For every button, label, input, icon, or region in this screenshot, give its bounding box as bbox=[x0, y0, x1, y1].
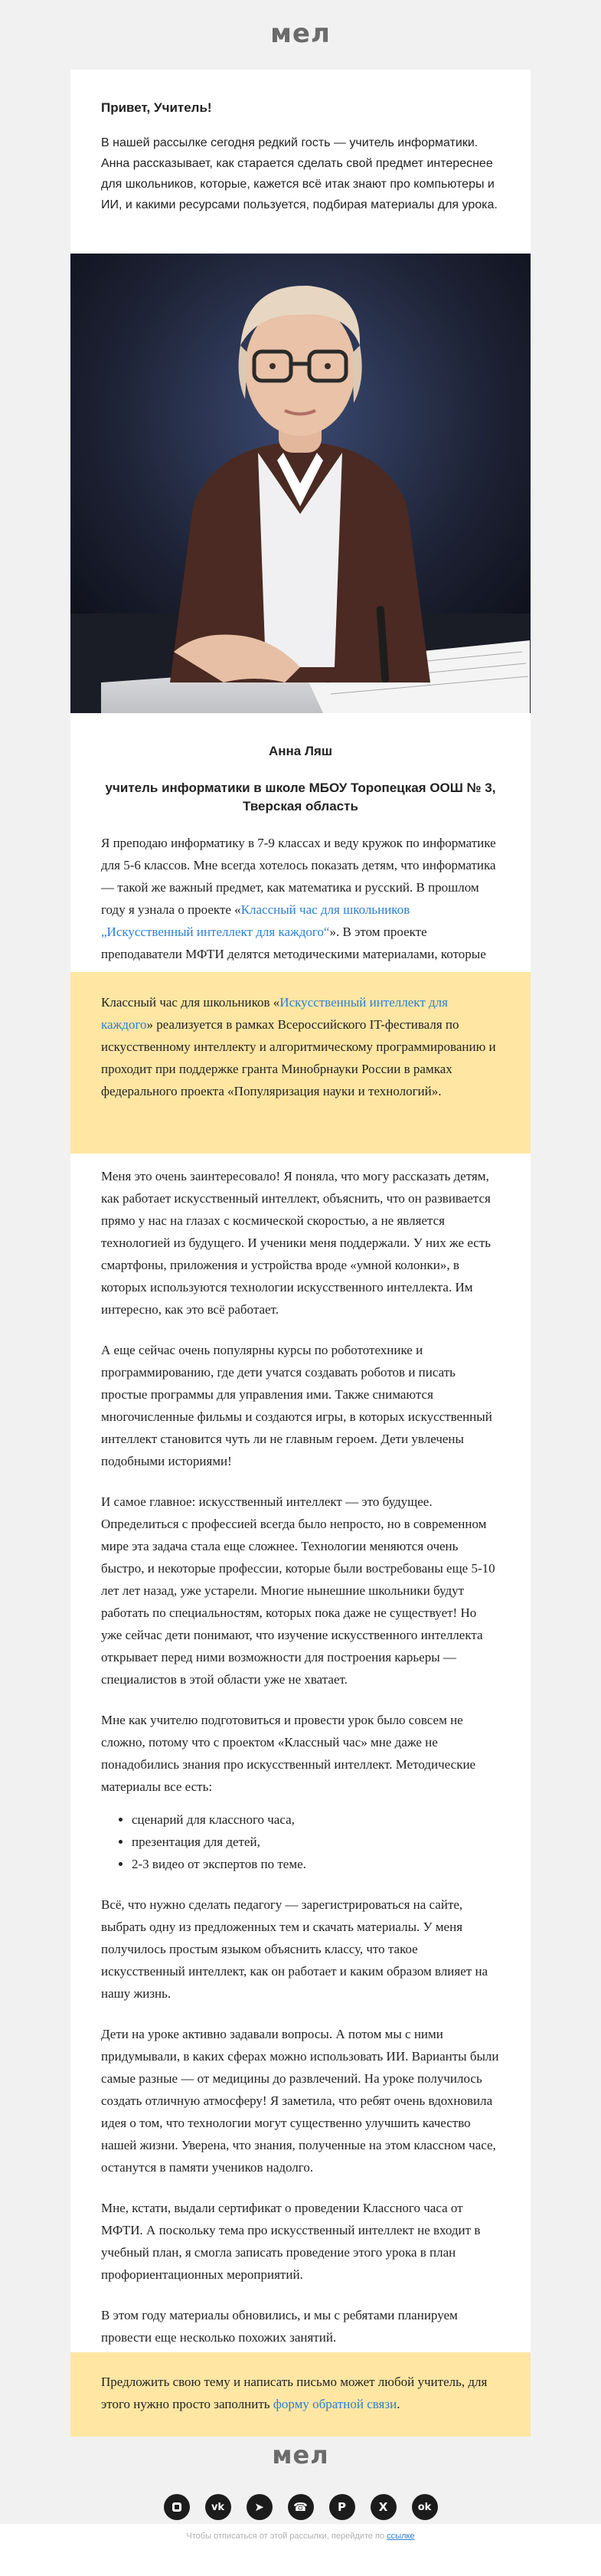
paragraph-7: Дети на уроке активно задавали вопросы. А потом мы с ними придумывали, в каких сферах можно использовать ИИ. Варианты были самые разные — от медицины до развлечений. На уроке получилось создать отличную атмосферу! Я заметила, что ребят очень вдохновила идея о том, что технологии могут существенно улучшить качество нашей жизни. Уверена, что знания, полученные на этом классном часе, останутся в памяти учеников надолго. bbox=[101, 2027, 499, 2175]
cta-callout bbox=[70, 2352, 531, 2437]
cta-text-before: Предложить свою тему и написать письмо может любой учитель, для этого нужно просто заполнить bbox=[101, 2375, 488, 2411]
greeting: Привет, Учитель! bbox=[101, 100, 212, 115]
mel-logo-footer[interactable]: мел bbox=[272, 2440, 329, 2470]
ai-for-everyone-link[interactable]: Искусственный интеллект для каждого bbox=[101, 995, 448, 1032]
paragraph-4: И самое главное: искусственный интеллект — это будущее. Определиться с профессией всегда было непросто, но в современном мире эта задача стала еще сложнее. Технологии меняются очень быстро, и некоторые профессии, которые были востребованы еще 5-10 лет лет назад, уже устарели. Многие нынешние школьники будут работать по специальностям, которых пока даже не существует! Но уже сейчас дети понимают, что изучение искусственного интеллекта открывает перед ними возможности для построения карьеры — специалистов в этой области уже не хватает. bbox=[101, 1494, 495, 1687]
p1-text-before: Я преподаю информатику в 7-9 классах и веду кружок по информатике для 5-6 классов. Мне всегда хотелось показать детям, что информатика — такой же важный предмет, как математика и русский. В прошлом году я узнала о проекте « bbox=[101, 836, 496, 917]
mel-logo[interactable]: мел bbox=[270, 18, 331, 49]
paragraph-2: Меня это очень заинтересовало! Я поняла, что могу рассказать детям, как работает искусственный интеллект, объяснить, что он развивается прямо у нас на глазах с космической скоростью, а не является технологией из будущего. И ученики меня поддержали. У них же есть смартфоны, приложения и устройства вроде «умной колонки», в которых используются технологии искусственного интеллекта. Им интересно, как это всё работает. bbox=[101, 1169, 492, 1317]
materials-list-item: • сценарий для классного часа, bbox=[132, 1808, 500, 1831]
cta-text-after: . bbox=[397, 2397, 400, 2411]
pinterest-icon[interactable]: P bbox=[329, 2494, 355, 2520]
callout-text-before: Классный час для школьников « bbox=[101, 995, 280, 1010]
author-portrait-image bbox=[70, 254, 531, 713]
callout-text-after: » реализуется в рамках Всероссийского IT-фестиваля по искусственному интеллекту и алгоритмическому программированию и проходит при поддержке гранта Минобрнауки России в рамках федерального проекта «Популяризация науки и технологий». bbox=[101, 1017, 496, 1098]
unsubscribe-link[interactable]: ссылке bbox=[387, 2532, 415, 2541]
email-header bbox=[0, 0, 601, 70]
author-photo bbox=[70, 254, 531, 713]
feedback-form-link[interactable]: форму обратной связи bbox=[273, 2397, 397, 2411]
author-role: учитель информатики в школе МБОУ Торопецкая ООШ № 3, Тверская область bbox=[105, 781, 496, 813]
info-callout bbox=[70, 972, 531, 1154]
social-links bbox=[0, 2494, 601, 2520]
cta-text bbox=[70, 2352, 531, 2415]
viber-icon[interactable]: ☎ bbox=[288, 2494, 314, 2520]
unsubscribe-bar bbox=[0, 2524, 601, 2576]
odnoklassniki-icon[interactable]: ok bbox=[412, 2494, 438, 2520]
email-card bbox=[70, 70, 531, 2437]
article-body bbox=[70, 1165, 531, 2349]
materials-list-item: • 2-3 видео от экспертов по теме. bbox=[132, 1853, 500, 1875]
telegram-icon[interactable]: ➤ bbox=[247, 2494, 273, 2520]
paragraph-9: В этом году материалы обновились, и мы с ребятами планируем провести еще несколько похожих занятий. bbox=[101, 2308, 458, 2345]
author-name: Анна Ляш bbox=[268, 744, 332, 758]
intro-block bbox=[70, 70, 531, 215]
paragraph-3: А еще сейчас очень популярны курсы по робототехнике и программированию, где дети учатся создавать роботов и писать простые программы для управления ими. Также снимаются многочисленные фильмы и создаются игры, в которых искусственный интеллект становится чуть ли не главным героем. Дети увлечены подобными историями! bbox=[101, 1343, 492, 1468]
paragraph-1 bbox=[70, 832, 531, 987]
unsubscribe-label: Чтобы отписаться от этой рассылки, перейдите по bbox=[186, 2532, 387, 2541]
footer-logo bbox=[0, 2440, 601, 2470]
materials-list bbox=[132, 1808, 500, 1875]
paragraph-5: Мне как учителю подготовиться и провести урок было совсем не сложно, потому что с проектом «Классный час» мне даже не понадобились знания про искусственный интеллект. Методические материалы все есть: bbox=[101, 1713, 476, 1794]
unsubscribe-text bbox=[0, 2524, 601, 2541]
vk-icon[interactable]: vk bbox=[205, 2494, 231, 2520]
email-footer bbox=[0, 2440, 601, 2541]
materials-list-item: • презентация для детей, bbox=[132, 1831, 500, 1853]
class-hour-project-link[interactable]: Классный час для школьников „Искусственный интеллект для каждого“ bbox=[101, 902, 410, 939]
paragraph-8: Мне, кстати, выдали сертификат о проведении Классного часа от МФТИ. А поскольку тема про искусственный интеллект не входит в учебный план, я смогла записать проведение этого урока в план профориентационных мероприятий. bbox=[101, 2201, 481, 2282]
intro-text: В нашей рассылке сегодня редкий гость — учитель информатики. Анна рассказывает, как старается сделать свой предмет интереснее для школьников, которые, кажется всё итак знают про компьютеры и ИИ, и какими ресурсами пользуется, подбирая материалы для урока. bbox=[101, 136, 498, 211]
odnoklassniki-alt-icon[interactable] bbox=[164, 2494, 190, 2520]
x-icon[interactable]: X bbox=[371, 2494, 397, 2520]
p1-text-after: ». В этом проекте преподаватели МФТИ делятся методическими материалами, которые bbox=[101, 925, 486, 961]
paragraph-6: Всё, что нужно сделать педагогу — зарегистрироваться на сайте, выбрать одну из предложенных тем и скачать материалы. У меня получилось простым языком объяснить классу, что такое искусственный интеллект, как он работает и каким образом влияет на нашу жизнь. bbox=[101, 1897, 488, 2001]
callout-text bbox=[70, 972, 531, 1102]
